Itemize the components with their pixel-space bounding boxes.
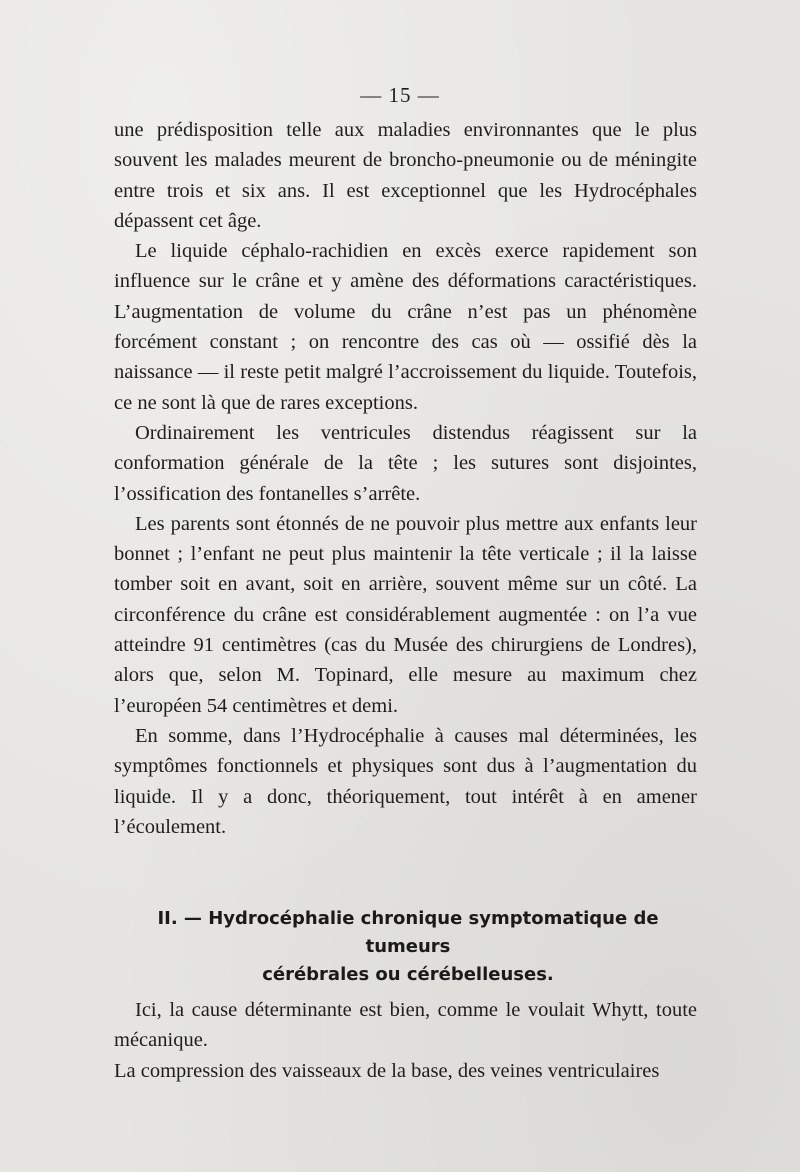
paragraph: Ordinairement les ventricules distendus réagissent sur la conformation générale de la tête ; les sutures sont disjointes, l’ossification des fontanelles s’arrête. xyxy=(114,421,697,505)
paragraph-continuation: une prédisposition telle aux maladies environnantes que le plus souvent les malades meurent de broncho-pneumonie ou de méningite entre trois et six ans. Il est exceptionnel que les Hydrocéphales dépassent cet âge. xyxy=(114,119,697,232)
paragraph: Ici, la cause déterminante est bien, comme le voulait Whytt, toute mécanique. xyxy=(114,999,697,1052)
section-heading xyxy=(116,905,700,989)
paragraph: Le liquide céphalo-rachidien en excès exerce rapidement son influence sur le crâne et y amène des déformations caractéristiques. L’augmentation de volume du crâne n’est pas un phénomène forcément constant ; on rencontre des cas où — ossifié dès la naissance — il reste petit malgré l’accroissement du liquide. Toutefois, ce ne sont là que de rares exceptions. xyxy=(114,240,697,414)
paragraph: En somme, dans l’Hydrocéphalie à causes mal déterminées, les symptômes fonctionnels et physiques sont dus à l’augmentation du liquide. Il y a donc, théoriquement, tout intérêt à en amener l’écoulement. xyxy=(114,724,697,838)
paragraph: La compression des vaisseaux de la base, des veines ventriculaires xyxy=(114,1059,660,1082)
section-body-text xyxy=(114,995,697,1086)
paragraph: Les parents sont étonnés de ne pouvoir plus mettre aux enfants leur bonnet ; l’enfant ne peut plus maintenir la tête verticale ; il la laisse tomber soit en avant, soit en arrière, souvent même sur un côté. La circonférence du crâne est considérablement augmentée : on l’a vue atteindre 91 centimètres (cas du Musée des chirurgiens de Londres), alors que, selon M. Topinard, elle mesure au maximum chez l’européen 54 centimètres et demi. xyxy=(114,512,697,717)
section-heading-line: II. — Hydrocéphalie chronique symptomatique de tumeurs xyxy=(157,908,659,957)
page-number: — 15 — xyxy=(360,83,440,107)
body-text xyxy=(114,115,697,842)
section-heading-line: cérébrales ou cérébelleuses. xyxy=(262,964,554,985)
